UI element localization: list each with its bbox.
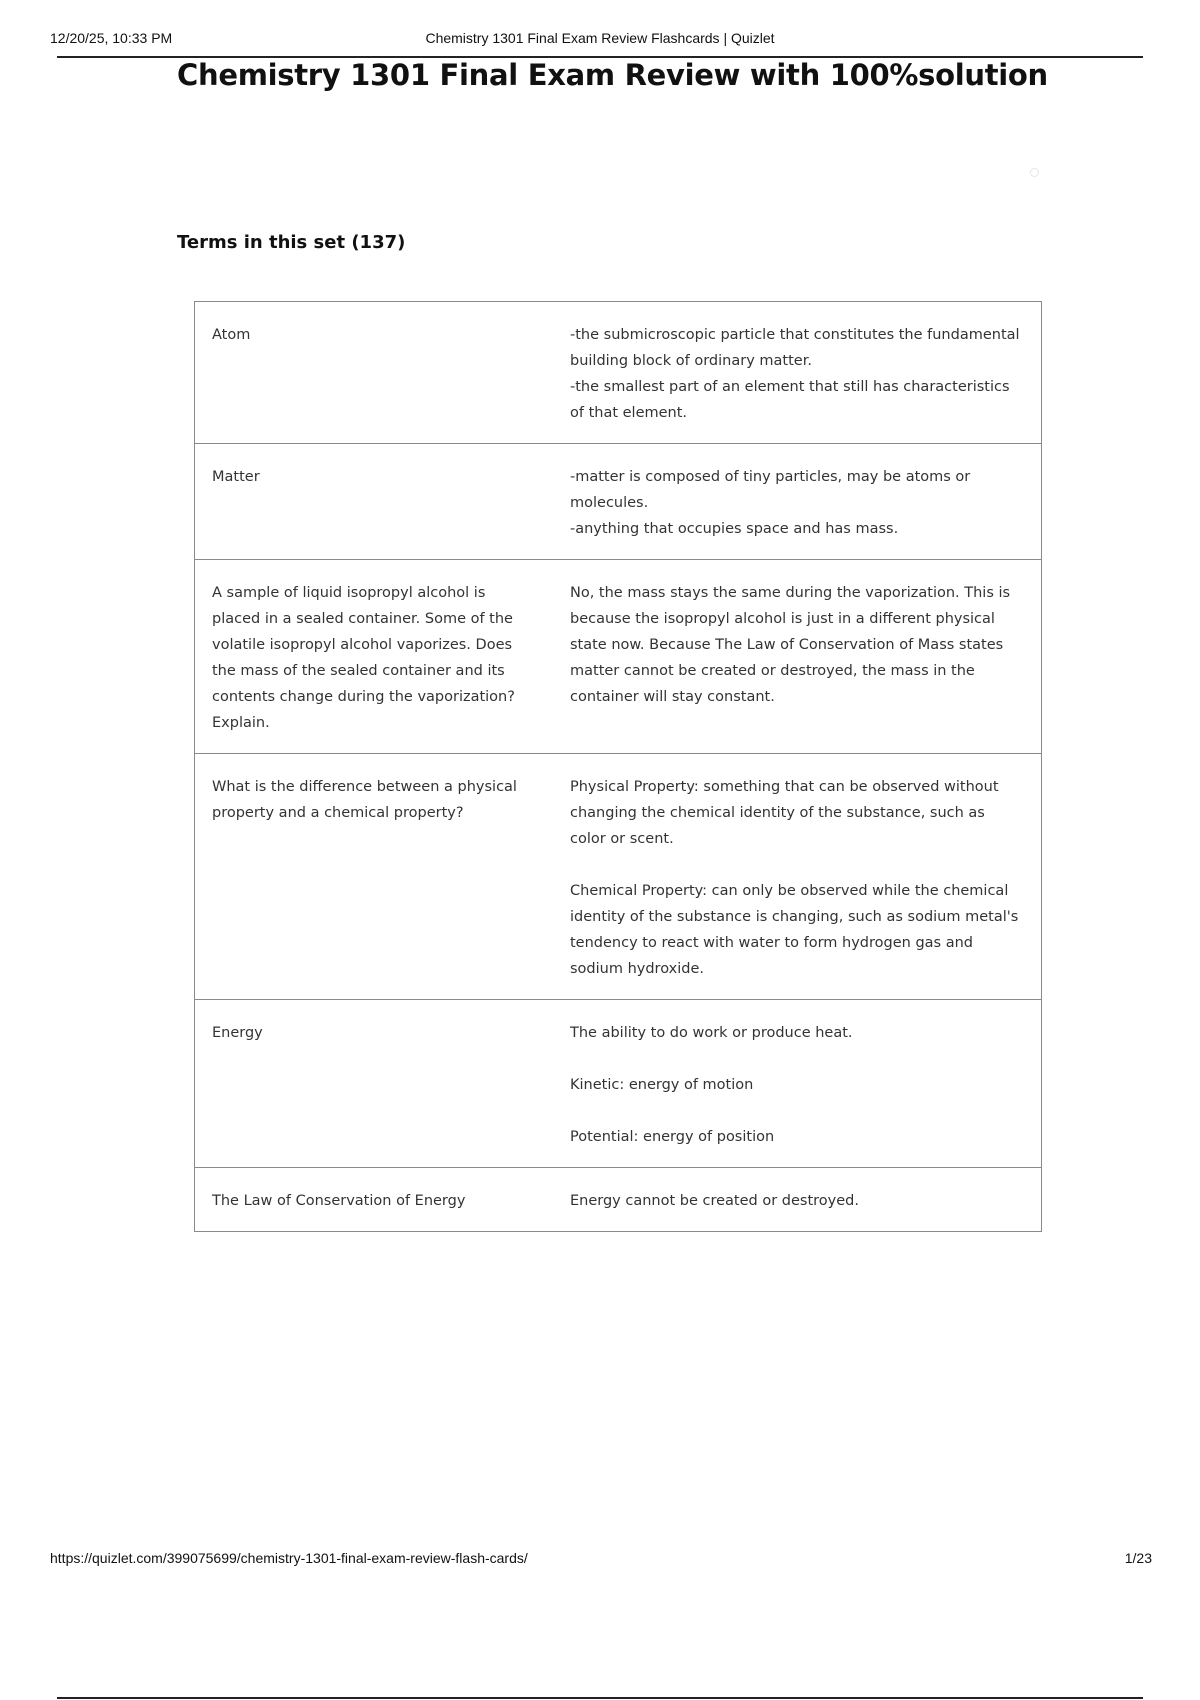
page-number: 1/23 bbox=[1124, 1550, 1152, 1566]
term-row bbox=[195, 1168, 1042, 1232]
definition-paragraph: -the submicroscopic particle that constitutes the fundamental building block of ordinary matter. -the smallest part of an element that still has characteristics of that element. bbox=[570, 327, 1020, 421]
print-page-title: Chemistry 1301 Final Exam Review Flashcards | Quizlet bbox=[425, 30, 775, 46]
definition-paragraph: Potential: energy of position bbox=[570, 1129, 775, 1145]
definition-cell bbox=[550, 302, 1042, 444]
term-row bbox=[195, 1000, 1042, 1168]
definition-cell bbox=[550, 1000, 1042, 1168]
term-text: What is the difference between a physical property and a chemical property? bbox=[195, 754, 551, 1000]
term-row bbox=[195, 560, 1042, 754]
faint-mark bbox=[1030, 168, 1039, 177]
term-row bbox=[195, 302, 1042, 444]
term-text: The Law of Conservation of Energy bbox=[195, 1168, 551, 1232]
term-text: Atom bbox=[212, 327, 251, 343]
print-datetime: 12/20/25, 10:33 PM bbox=[50, 30, 173, 46]
term-text: A sample of liquid isopropyl alcohol is placed in a sealed container. Some of the volatile isopropyl alcohol vaporizes. Does the mass of the sealed container and its contents change during the vaporization? Explain. bbox=[195, 560, 551, 754]
term-text: Matter bbox=[195, 444, 551, 560]
definition-cell bbox=[550, 560, 1042, 754]
document-title: Chemistry 1301 Final Exam Review with 100%solution bbox=[177, 58, 1048, 92]
terms-heading: Terms in this set (137) bbox=[177, 232, 406, 253]
terms-table-body bbox=[195, 302, 1042, 1232]
definition-paragraph: Kinetic: energy of motion bbox=[570, 1077, 754, 1093]
definition-paragraph: -matter is composed of tiny particles, may be atoms or molecules. -anything that occupies space and has mass. bbox=[570, 469, 971, 537]
terms-table bbox=[194, 301, 1042, 1232]
term-row bbox=[195, 754, 1042, 1000]
print-header bbox=[48, 28, 1152, 58]
definition-cell bbox=[550, 444, 1042, 560]
definition-paragraph: Chemical Property: can only be observed while the chemical identity of the substance is changing, such as sodium metal's tendency to react with water to form hydrogen gas and sodium hydroxide. bbox=[570, 883, 1019, 977]
definition-cell bbox=[550, 754, 1042, 1000]
definition-paragraph: The ability to do work or produce heat. bbox=[570, 1025, 853, 1041]
footer-divider bbox=[57, 1697, 1143, 1699]
page-url: https://quizlet.com/399075699/chemistry-1301-final-exam-review-flash-cards/ bbox=[50, 1550, 528, 1566]
definition-paragraph: Energy cannot be created or destroyed. bbox=[570, 1193, 859, 1209]
term-text: Energy bbox=[195, 1000, 551, 1168]
term-row bbox=[195, 444, 1042, 560]
definition-cell bbox=[550, 1168, 1042, 1232]
definition-paragraph: No, the mass stays the same during the vaporization. This is because the isopropyl alcohol is just in a different physical state now. Because The Law of Conservation of Mass states matter cannot be created or destroyed, the mass in the container will stay constant. bbox=[570, 585, 1011, 705]
definition-paragraph: Physical Property: something that can be observed without changing the chemical identity of the substance, such as color or scent. bbox=[570, 779, 999, 847]
